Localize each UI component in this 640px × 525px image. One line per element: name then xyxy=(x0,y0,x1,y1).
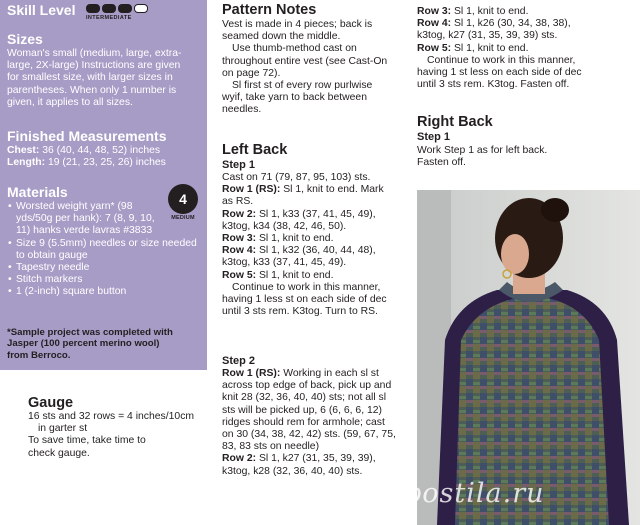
model-illustration xyxy=(417,190,640,525)
text-line: needles. xyxy=(222,104,262,116)
row-text: k3tog, k28 (32, 36, 40, 40) sts. xyxy=(222,465,363,477)
text-line xyxy=(222,417,396,429)
left-back-heading: Left Back xyxy=(222,142,288,158)
left-back-step1-text xyxy=(222,172,387,318)
text-line: seamed down the middle. xyxy=(222,31,341,43)
row-text: Sl 1, knit to end. xyxy=(256,269,334,281)
right-back-step1-text xyxy=(417,145,547,169)
text-line: Fasten off. xyxy=(417,157,466,169)
text-line: large, 2X-large) Instructions are given xyxy=(7,60,181,72)
list-item xyxy=(8,274,197,286)
materials-heading: Materials xyxy=(7,184,68,200)
left-back-step2-label: Step 2 xyxy=(222,355,256,367)
row-text: as RS. xyxy=(222,196,254,208)
row-text: ridges should rem for armhole; cast xyxy=(222,416,385,428)
text-line xyxy=(222,453,396,465)
text-line xyxy=(222,294,387,306)
list-item xyxy=(8,286,197,298)
measurements-text xyxy=(7,145,166,169)
text-line: • Size 9 (5.5mm) needles or size needed xyxy=(16,237,197,249)
text-line: parentheses. When only 1 number is xyxy=(7,84,177,96)
row-text: Continue to work in this manner, xyxy=(427,54,576,66)
row-label: Row 5: xyxy=(222,269,257,281)
pattern-notes-heading: Pattern Notes xyxy=(222,2,317,18)
text-line: on page 72). xyxy=(222,67,281,79)
text-line xyxy=(222,233,387,245)
text-line xyxy=(222,221,387,233)
text-line: Work Step 1 as for left back. xyxy=(417,145,548,156)
text-line xyxy=(222,257,387,269)
row-text: Sl 1, knit to end. xyxy=(451,6,529,17)
row-text: sts will be picked up, 6 (6, 6, 6, 12) xyxy=(222,404,382,416)
skill-pip xyxy=(118,4,132,13)
text-line: • 1 (2-inch) square button xyxy=(16,286,127,298)
yarn-weight-caption: MEDIUM xyxy=(171,215,195,221)
yarn-weight-number: 4 xyxy=(168,184,198,214)
text-line: throughout entire vest (see Cast-On xyxy=(222,55,388,67)
text-line xyxy=(222,172,387,184)
skill-pip xyxy=(102,4,116,13)
text-line: • Stitch markers xyxy=(16,274,83,286)
text-line: check gauge. xyxy=(28,447,90,459)
text-line xyxy=(222,196,387,208)
row-label: Row 1 (RS): xyxy=(222,368,281,379)
length-value: 19 (21, 23, 25, 26) inches xyxy=(45,157,166,169)
text-line: wyif, take yarn to back between xyxy=(222,92,367,104)
sizes-heading: Sizes xyxy=(7,31,43,47)
text-line: To save time, take time to xyxy=(28,435,146,447)
text-line: to obtain gauge xyxy=(16,249,88,261)
text-line xyxy=(222,306,387,318)
row-text: Sl 1, k32 (36, 40, 44, 48), xyxy=(256,245,376,257)
gauge-text xyxy=(28,411,194,460)
row-text: Working in each sl st xyxy=(280,368,379,379)
left-back-step2-continued xyxy=(417,6,582,91)
row-text: until 3 sts rem. K3tog. Fasten off. xyxy=(417,79,570,91)
row-label: Row 1 (RS): xyxy=(222,184,281,196)
text-line xyxy=(222,270,387,282)
finished-measurements-heading: Finished Measurements xyxy=(7,128,167,144)
skill-level-caption: INTERMEDIATE xyxy=(86,15,132,21)
text-line: 11) hanks verde lavras #3833 xyxy=(16,225,153,237)
chest-line xyxy=(7,145,166,157)
text-line xyxy=(417,30,582,42)
chest-label: Chest: xyxy=(7,145,40,156)
row-label: Row 2: xyxy=(222,453,257,465)
list-item xyxy=(8,238,197,262)
text-line: Sl first st of every row purlwise xyxy=(232,80,373,92)
row-text: Sl 1, k26 (30, 34, 38, 38), xyxy=(451,18,571,30)
text-line: Jasper (100 percent merino wool) xyxy=(7,338,160,350)
right-back-heading: Right Back xyxy=(417,114,493,130)
text-line: given, it applies to all sizes. xyxy=(7,96,133,108)
text-line xyxy=(222,184,387,196)
length-label: Length: xyxy=(7,157,46,169)
text-line: yds/50g per hank): 7 (8, 9, 10, xyxy=(16,213,155,225)
materials-list xyxy=(8,201,197,299)
vest-photo xyxy=(417,190,640,525)
row-label: Row 4: xyxy=(222,245,257,257)
row-text: Sl 1, knit to end. Mark xyxy=(280,184,384,196)
text-line xyxy=(222,392,396,404)
row-text: knit 28 (32, 36, 40, 40) sts; not all sl xyxy=(222,392,387,404)
text-line: 16 sts and 32 rows = 4 inches/10cm xyxy=(28,411,195,422)
text-line xyxy=(222,466,396,478)
text-line xyxy=(222,282,387,294)
text-line: in garter st xyxy=(38,423,88,435)
row-text: on 30 (34, 38, 42, 42) sts. (59, 67, 75, xyxy=(222,429,396,441)
text-line xyxy=(222,368,396,380)
list-item xyxy=(8,201,197,238)
row-text: having 1 st less on each side of dec xyxy=(417,67,582,79)
skill-pip xyxy=(86,4,100,13)
text-line xyxy=(417,67,582,79)
text-line: from Berroco. xyxy=(7,349,71,361)
row-label: Row 2: xyxy=(222,208,257,220)
text-line: Woman's small (medium, large, extra- xyxy=(7,48,182,59)
gauge-heading: Gauge xyxy=(28,395,74,411)
list-item xyxy=(8,262,197,274)
row-text: Continue to work in this manner, xyxy=(232,281,381,293)
row-text: 83, 83 sts on needle) xyxy=(222,441,320,453)
text-line: Vest is made in 4 pieces; back is xyxy=(222,19,373,30)
row-label: Row 4: xyxy=(417,18,452,30)
skill-pip xyxy=(134,4,148,13)
row-text: k3tog, k34 (38, 42, 46, 50). xyxy=(222,220,347,232)
text-line xyxy=(417,18,582,30)
text-line xyxy=(222,441,396,453)
skill-level-meter xyxy=(86,4,148,13)
left-back-step1-label: Step 1 xyxy=(222,159,256,171)
row-label: Row 3: xyxy=(222,233,257,245)
length-line xyxy=(7,157,166,169)
row-label: Row 3: xyxy=(417,6,452,17)
row-text: k3tog, k27 (31, 35, 39, 39) sts. xyxy=(417,30,558,42)
row-text: across top edge of back, pick up and xyxy=(222,380,392,392)
text-line xyxy=(417,55,582,67)
sample-project-note xyxy=(7,327,173,361)
text-line: Use thumb-method cast on xyxy=(232,43,357,55)
watermark-text: postila.ru xyxy=(404,478,545,509)
text-line xyxy=(417,43,582,55)
row-text: Sl 1, knit to end. xyxy=(256,233,334,245)
text-line xyxy=(417,6,582,18)
skill-level-heading: Skill Level xyxy=(7,2,76,18)
sizes-text xyxy=(7,48,181,109)
text-line: for smallest size, with larger sizes in xyxy=(7,72,173,84)
row-text: Sl 1, knit to end. xyxy=(451,42,529,54)
text-line: *Sample project was completed with xyxy=(7,327,173,338)
text-line xyxy=(222,429,396,441)
row-text: k3tog, k33 (37, 41, 45, 49). xyxy=(222,257,347,269)
row-text: until 3 sts rem. K3tog. Turn to RS. xyxy=(222,306,378,318)
text-line xyxy=(222,245,387,257)
row-text: Sl 1, k27 (31, 35, 39, 39), xyxy=(256,453,376,465)
text-line: • Tapestry needle xyxy=(16,262,90,274)
right-back-step1-label: Step 1 xyxy=(417,131,451,143)
row-label: Row 5: xyxy=(417,42,452,54)
row-text: Sl 1, k33 (37, 41, 45, 49), xyxy=(256,208,376,220)
left-back-step2-text xyxy=(222,368,396,478)
text-line xyxy=(417,79,582,91)
text-line: • Worsted weight yarn* (98 xyxy=(16,201,133,212)
chest-value: 36 (40, 44, 48, 52) inches xyxy=(39,145,161,156)
text-line xyxy=(222,405,396,417)
pattern-notes-text xyxy=(222,19,387,117)
text-line xyxy=(222,209,387,221)
row-text: having 1 less st on each side of dec xyxy=(222,294,387,306)
text-line xyxy=(222,380,396,392)
row-text: Cast on 71 (79, 87, 95, 103) sts. xyxy=(222,172,371,183)
